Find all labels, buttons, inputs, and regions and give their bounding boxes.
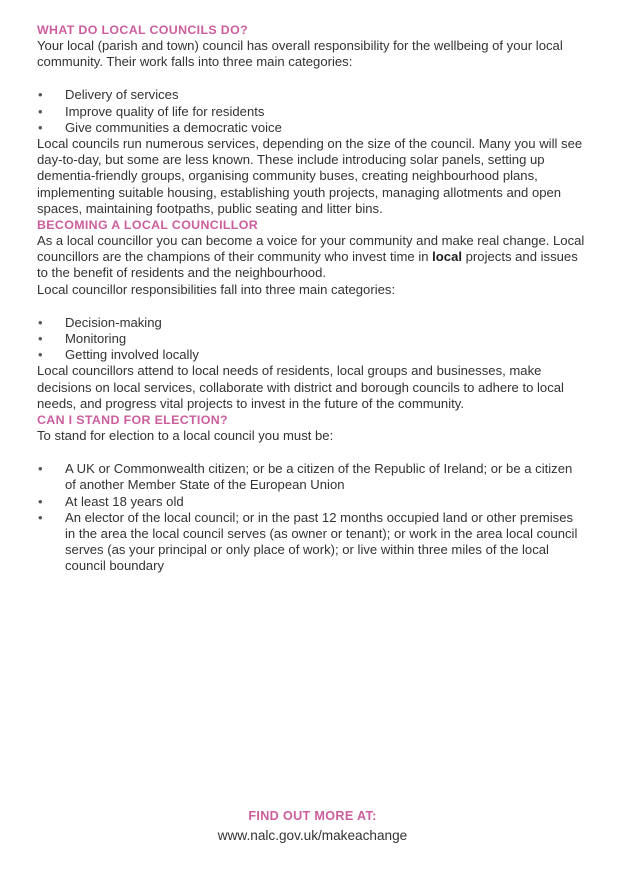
list-item xyxy=(37,87,585,103)
bullet-icon: • xyxy=(38,347,43,363)
bullet-icon: • xyxy=(38,493,43,509)
list-item xyxy=(37,510,585,575)
list-item-label: Give communities a democratic voice xyxy=(65,119,282,135)
list-item xyxy=(37,331,585,347)
section-1-intro-paragraph: Your local (parish and town) council has overall responsibility for the wellbeing of your local community. Their work falls into three main categories: xyxy=(37,38,563,70)
section-3-bullet-list xyxy=(37,461,585,574)
list-item-label: Improve quality of life for residents xyxy=(65,103,265,119)
section-1-bullet-list xyxy=(37,87,585,136)
list-item xyxy=(37,315,585,331)
list-item xyxy=(37,347,585,363)
list-item-label: An elector of the local council; or in the past 12 months occupied land or other premises in the area the local council serves (as owner or tenant); or work in the area local council serves (as your principal or only place of work); or live within three miles of the local council boundary xyxy=(65,509,578,574)
section-2-paragraph-1-before: As a local councillor you can become a voice for your community and make real change. Local councillors are the champions of their community who invest time in xyxy=(37,233,585,265)
section-1-outro-paragraph: Local councils run numerous services, depending on the size of the council. Many you will see day-to-day, but some are less known. These include introducing solar panels, setting up dementia-friendly groups, organising community buses, creating neighbourhood plans, implementing suitable housing, establishing youth projects, managing allotments and open spaces, maintaining footpaths, public seating and litter bins. xyxy=(37,136,583,216)
section-2-paragraph-1-after: projects and issues to the benefit of residents and the neighbourhood. xyxy=(37,249,578,281)
list-item xyxy=(37,461,585,493)
document-footer xyxy=(0,808,625,845)
list-item xyxy=(37,494,585,510)
bullet-icon: • xyxy=(38,331,43,347)
section-heading-can-i-stand-for-election: CAN I STAND FOR ELECTION? xyxy=(37,413,228,428)
list-item-label: At least 18 years old xyxy=(65,493,184,509)
list-item xyxy=(37,104,585,120)
section-3-intro-paragraph: To stand for election to a local council you must be: xyxy=(37,428,334,444)
section-2-paragraph-2: Local councillor responsibilities fall into three main categories: xyxy=(37,281,396,297)
bullet-icon: • xyxy=(38,87,43,103)
bullet-icon: • xyxy=(38,314,43,330)
section-2-bullet-list xyxy=(37,315,585,364)
bullet-icon: • xyxy=(38,509,43,525)
section-2-paragraph-1 xyxy=(37,233,585,282)
section-2-outro-paragraph: Local councillors attend to local needs of residents, local groups and businesses, make decisions on local services, collaborate with district and borough councils to adhere to local needs, and progress vital projects to invest in the future of the community. xyxy=(37,363,564,411)
list-item-label: A UK or Commonwealth citizen; or be a citizen of the Republic of Ireland; or be a citizen of another Member State of the European Union xyxy=(65,461,573,493)
list-item-label: Monitoring xyxy=(65,331,127,347)
footer-call-to-action: FIND OUT MORE AT: xyxy=(248,809,377,823)
section-heading-becoming-a-local-councillor: BECOMING A LOCAL COUNCILLOR xyxy=(37,218,258,233)
list-item-label: Delivery of services xyxy=(65,87,179,103)
list-item xyxy=(37,120,585,136)
footer-url-link[interactable]: www.nalc.gov.uk/makeachange xyxy=(217,828,408,843)
bullet-icon: • xyxy=(38,119,43,135)
bullet-icon: • xyxy=(38,461,43,477)
section-2-emphasized-word: local xyxy=(432,249,463,265)
list-item-label: Getting involved locally xyxy=(65,347,199,363)
bullet-icon: • xyxy=(38,103,43,119)
list-item-label: Decision-making xyxy=(65,314,162,330)
section-heading-what-do-local-councils-do: WHAT DO LOCAL COUNCILS DO? xyxy=(37,23,249,37)
